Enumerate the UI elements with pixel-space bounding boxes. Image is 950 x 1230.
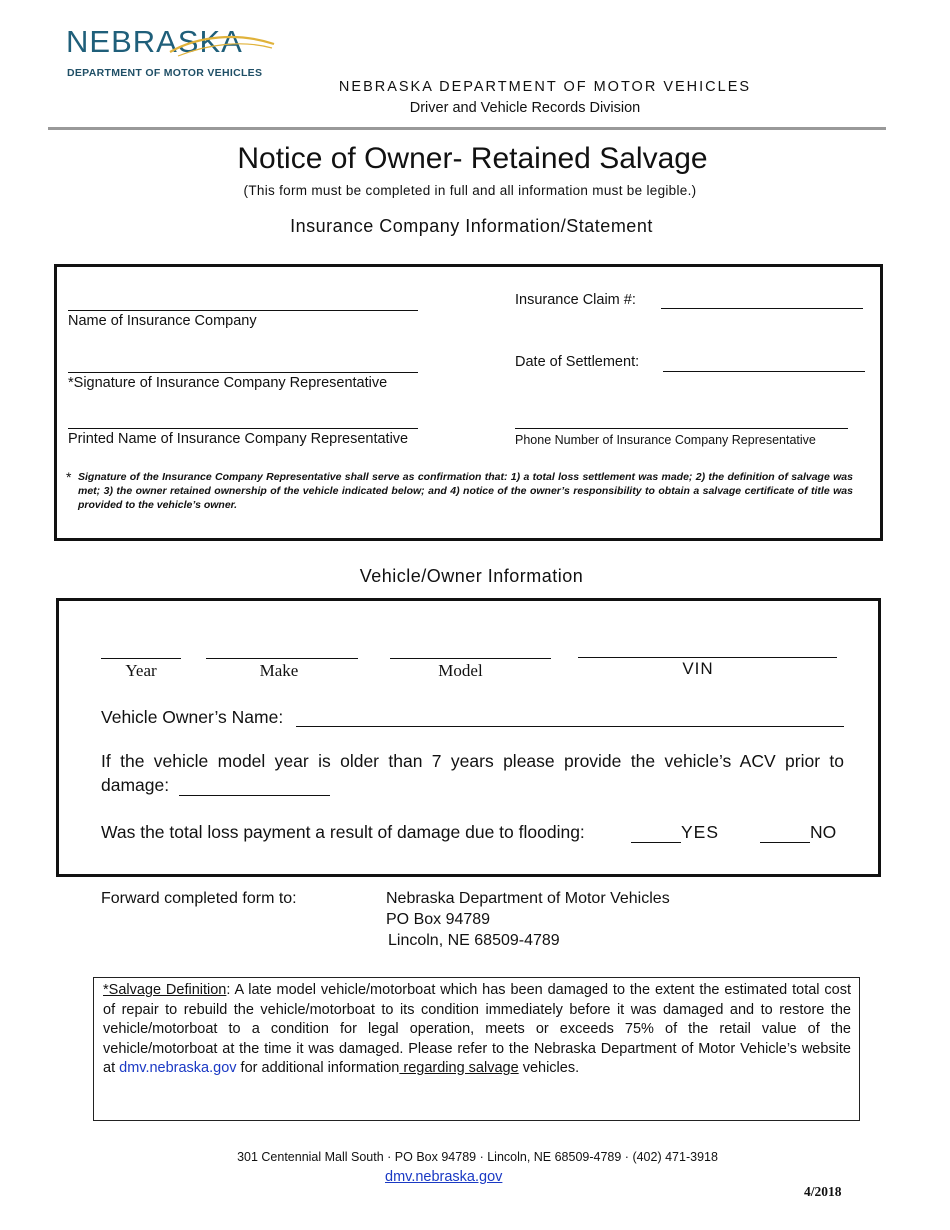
- owner-name-line[interactable]: [296, 726, 844, 727]
- insurance-claim-label: Insurance Claim #:: [515, 292, 636, 308]
- form-instruction: (This form must be completed in full and all information must be legible.): [243, 183, 697, 198]
- flood-yes-line[interactable]: [631, 842, 681, 843]
- footer-website-link[interactable]: dmv.nebraska.gov: [385, 1169, 503, 1185]
- agency-name: NEBRASKA DEPARTMENT OF MOTOR VEHICLES: [338, 79, 752, 95]
- insurance-company-name-line[interactable]: [68, 310, 418, 311]
- salvage-definition-underlined: regarding salvage: [399, 1060, 519, 1076]
- phone-number-line[interactable]: [515, 428, 848, 429]
- salvage-definition-box: [93, 977, 860, 1121]
- forward-address-line3: Lincoln, NE 68509-4789: [388, 932, 560, 949]
- division-name: Driver and Vehicle Records Division: [409, 100, 641, 116]
- logo-wordmark: NEBRASKA: [66, 24, 243, 59]
- note-asterisk: *: [66, 469, 72, 485]
- acv-value-line[interactable]: [179, 795, 330, 796]
- forward-address-line1: Nebraska Department of Motor Vehicles: [386, 890, 670, 907]
- model-line[interactable]: [390, 658, 551, 659]
- vin-label: VIN: [682, 659, 714, 678]
- settlement-date-label: Date of Settlement:: [515, 354, 640, 370]
- signature-confirmation-note: Signature of the Insurance Company Representative shall serve as confirmation that: 1) a total loss settlement was made; 2) the definition of salvage was met; 3) the owner retained ownership of the vehicle indicated below; and 4) notice of the owner’s responsibility to obtain a salvage certificate of title was provided to the vehicle’s owner.: [78, 471, 853, 511]
- model-label: Model: [438, 661, 483, 680]
- insurance-company-name-label: Name of Insurance Company: [68, 313, 257, 329]
- flood-no-line[interactable]: [760, 842, 810, 843]
- insurance-section-heading: Insurance Company Information/Statement: [290, 216, 653, 236]
- flood-no-label: NO: [810, 822, 837, 842]
- signature-line[interactable]: [68, 372, 418, 373]
- signature-label: *Signature of Insurance Company Representative: [68, 375, 388, 391]
- year-label: Year: [125, 661, 157, 680]
- insurance-claim-line[interactable]: [661, 308, 863, 309]
- year-line[interactable]: [101, 658, 181, 659]
- salvage-definition-end: vehicles.: [518, 1060, 580, 1076]
- acv-question-line2: damage:: [101, 775, 170, 795]
- owner-name-label: Vehicle Owner’s Name:: [101, 707, 284, 727]
- definition-website-link[interactable]: dmv.nebraska.gov: [119, 1060, 237, 1076]
- make-line[interactable]: [206, 658, 358, 659]
- forward-label: Forward completed form to:: [101, 890, 297, 907]
- footer-address: 301 Centennial Mall South · PO Box 94789 · Lincoln, NE 68509-4789 · (402) 471-3918: [237, 1150, 718, 1164]
- form-title: Notice of Owner- Retained Salvage: [237, 142, 708, 175]
- printed-name-label: Printed Name of Insurance Company Representative: [68, 431, 409, 447]
- printed-name-line[interactable]: [68, 428, 418, 429]
- form-revision: 4/2018: [804, 1184, 842, 1199]
- salvage-definition-term: *Salvage Definition: [103, 982, 227, 998]
- vin-line[interactable]: [578, 657, 837, 658]
- salvage-definition-text-after: for additional information: [236, 1060, 400, 1076]
- flood-yes-label: YES: [681, 822, 720, 842]
- phone-number-label: Phone Number of Insurance Company Representative: [515, 433, 816, 447]
- forward-address-line2: PO Box 94789: [386, 911, 491, 928]
- vehicle-section-heading: Vehicle/Owner Information: [359, 566, 584, 586]
- make-label: Make: [259, 661, 299, 680]
- header-rule: [48, 127, 886, 130]
- settlement-date-line[interactable]: [663, 371, 865, 372]
- logo-swoosh-icon: [168, 30, 278, 60]
- acv-question-line1: If the vehicle model year is older than 7 years please provide the vehicle’s ACV prior to: [101, 751, 844, 771]
- salvage-definition-text: : A late model vehicle/motorboat which has been damaged to the extent the estimated total cost of repair to rebuild the vehicle/motorboat to its condition immediately before it was damaged and to restore the vehicle/motorboat to a condition for legal operation, meets or exceeds 75% of the retail value of the vehicle/motorboat at the time it was damaged. Please refer to the Nebraska Department of Motor Vehicle’s website at: [103, 982, 851, 1076]
- flood-question: Was the total loss payment a result of damage due to flooding:: [101, 822, 585, 842]
- logo-subtitle: DEPARTMENT OF MOTOR VEHICLES: [67, 67, 263, 79]
